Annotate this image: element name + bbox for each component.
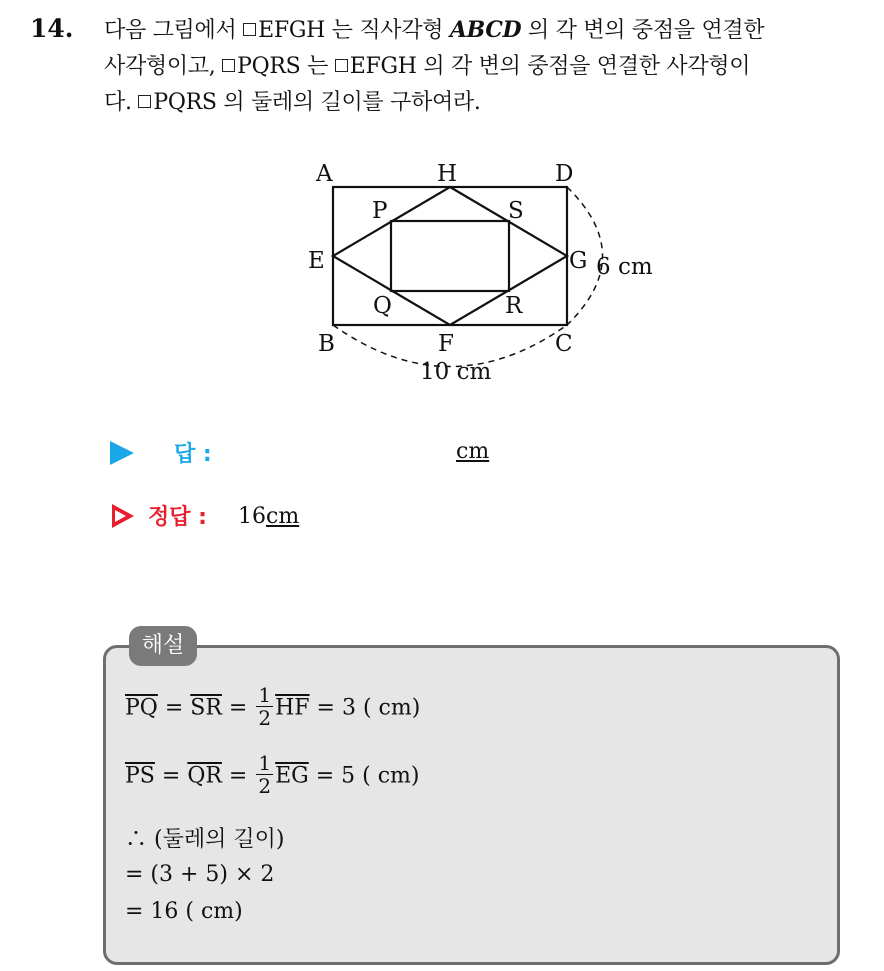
equals-sign: = [161, 763, 181, 789]
question-text-part: 다. [104, 90, 132, 115]
square-symbol-icon [222, 59, 235, 72]
label-s: S [508, 198, 524, 224]
label-p: P [372, 198, 388, 224]
rect-name-abcd: ABCD [449, 17, 522, 43]
outline-triangle-inner [115, 510, 126, 522]
label-e: E [308, 248, 325, 274]
question-text-part: PQRS 는 [237, 54, 329, 79]
fraction-numerator: 1 [258, 751, 272, 775]
rhombus-efgh [333, 187, 567, 325]
solution-result: = 5 ( cm) [315, 763, 420, 789]
label-a: A [316, 161, 333, 187]
label-h: H [437, 161, 458, 187]
geometry-figure [300, 150, 670, 395]
label-c: C [555, 331, 573, 357]
question-text-part: PQRS 의 둘레의 길이를 구하여라. [153, 90, 481, 115]
solution-line-4: = (3 + 5) × 2 [125, 862, 275, 887]
question-number: 14. [30, 14, 74, 43]
label-d: D [555, 161, 574, 187]
correct-answer-row [110, 500, 610, 540]
correct-value-unit: cm [266, 504, 300, 529]
question-text-part: EFGH 의 각 변의 중점을 연결한 사각형이 [349, 54, 751, 79]
square-symbol-icon [243, 23, 256, 36]
label-r: R [505, 293, 523, 319]
fraction-numerator: 1 [258, 683, 272, 707]
equals-sign: = [228, 763, 248, 789]
rectangle-pqrs [391, 221, 509, 291]
answer-row [110, 437, 610, 477]
question-line-2 [104, 49, 874, 85]
correct-answer-value [238, 504, 299, 529]
solution-tab: 해설 [129, 626, 197, 666]
fraction-denominator: 2 [258, 774, 272, 798]
question-line-1 [104, 12, 874, 49]
segment-hf: $\overline{HF}$ [275, 695, 310, 721]
segment-ps: $\overline{PS}$ [125, 763, 155, 789]
solution-line-1 [125, 683, 421, 731]
correct-value-number: 16 [238, 504, 266, 529]
label-f: F [438, 331, 454, 357]
label-g: G [569, 248, 588, 274]
square-symbol-icon [138, 95, 151, 108]
solution-line-2 [125, 751, 420, 799]
segment-sr: $\overline{SR}$ [190, 695, 222, 721]
segment-qr: $\overline{QR}$ [187, 763, 222, 789]
equals-sign: = [228, 695, 248, 721]
rectangle-abcd [333, 187, 567, 325]
question-line-3 [104, 85, 874, 121]
fraction-denominator: 2 [258, 706, 272, 730]
segment-eg: $\overline{EG}$ [275, 763, 309, 789]
bottom-length-label: 10 cm [420, 359, 492, 385]
square-symbol-icon [335, 59, 348, 72]
fraction-half [256, 684, 273, 729]
label-b: B [318, 331, 335, 357]
answer-label: 답 : [174, 442, 212, 467]
play-triangle-icon [110, 441, 134, 465]
answer-unit: cm [456, 439, 490, 464]
equals-sign: = [164, 695, 184, 721]
question-text-part: 다음 그림에서 [104, 18, 237, 43]
label-q: Q [373, 293, 392, 319]
fraction-half [256, 752, 273, 797]
solution-line-3: ∴ (둘레의 길이) [125, 827, 285, 852]
segment-pq: $\overline{PQ}$ [125, 695, 158, 721]
solution-line-5: = 16 ( cm) [125, 899, 243, 924]
question-text [104, 12, 874, 121]
question-text-part: 사각형이고, [104, 54, 216, 79]
side-length-label: 6 cm [596, 254, 653, 280]
correct-answer-label: 정답 : [148, 505, 207, 530]
question-text-part: EFGH 는 직사각형 [258, 18, 444, 43]
question-text-part: 의 각 변의 중점을 연결한 [528, 18, 765, 43]
solution-result: = 3 ( cm) [316, 695, 421, 721]
